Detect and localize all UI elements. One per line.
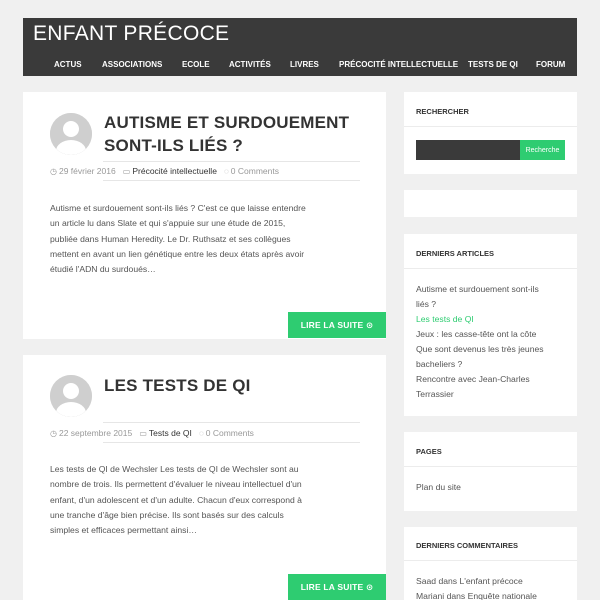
site-title[interactable]: ENFANT PRÉCOCE: [33, 22, 230, 45]
excerpt-line: une tranche d'âge bien précise. Ils sont basés sur des calculs: [50, 509, 284, 520]
recent-comment[interactable]: Saad dans L'enfant précoce: [416, 576, 523, 586]
recent-post-link[interactable]: Autisme et surdouement sont-ils: [416, 284, 539, 294]
excerpt-line: publiée dans Human Heredity. Le Dr. Ruthsatz et ses collègues: [50, 233, 291, 244]
read-more-button[interactable]: LIRE LA SUITE ⊙: [288, 312, 386, 338]
post-title[interactable]: [104, 374, 364, 397]
clock-icon: ◷: [50, 429, 57, 438]
nav-item-tests-de-qi[interactable]: TESTS DE QI: [468, 60, 518, 69]
recent-comment[interactable]: Mariani dans Enquête nationale: [416, 591, 537, 600]
recent-post-link[interactable]: Rencontre avec Jean-Charles: [416, 374, 530, 384]
avatar: [50, 113, 92, 155]
excerpt-line: simples et efficaces permettant ainsi…: [50, 525, 197, 536]
divider: [404, 466, 577, 467]
recent-posts-list: [416, 282, 571, 402]
post-category[interactable]: Précocité intellectuelle: [132, 166, 217, 176]
folder-icon: ▭: [122, 167, 131, 176]
excerpt-line: un article lu dans Slate et qui s'appuie sur une étude de 2015,: [50, 218, 286, 229]
post-comments[interactable]: 0 Comments: [205, 428, 254, 438]
comment-icon: ◌: [224, 167, 229, 176]
post-title-line[interactable]: SONT-ILS LIÉS ?: [104, 136, 244, 155]
search-input[interactable]: [416, 140, 520, 160]
divider: [404, 268, 577, 269]
search-widget: [404, 92, 577, 174]
avatar: [50, 375, 92, 417]
excerpt-line: nombre de trois. Ils permettent d'évaluer le niveau intellectuel d'un: [50, 479, 302, 490]
post-category[interactable]: Tests de QI: [148, 428, 192, 438]
post-excerpt: [50, 462, 362, 538]
widget-title: RECHERCHER: [416, 107, 469, 116]
recent-post-link[interactable]: Terrassier: [416, 389, 454, 399]
recent-post-link[interactable]: liés ?: [416, 299, 437, 309]
folder-icon: ▭: [139, 429, 147, 438]
divider: [103, 180, 360, 181]
nav-item-ecole[interactable]: ECOLE: [182, 60, 210, 69]
post-meta: [50, 428, 360, 438]
recent-comments-widget: [404, 527, 577, 600]
widget-title: DERNIERS ARTICLES: [416, 249, 495, 258]
empty-widget: [404, 190, 577, 217]
nav-item-activites[interactable]: ACTIVITÉS: [229, 60, 271, 69]
post-comments[interactable]: 0 Comments: [230, 166, 279, 176]
post-meta: [50, 166, 360, 176]
search-button[interactable]: Recherche: [520, 140, 565, 160]
post-excerpt: [50, 201, 362, 277]
recent-post-link[interactable]: Que sont devenus les très jeunes: [416, 344, 544, 354]
excerpt-line: mettent en avant un lien génétique entre les deux états après avoir: [50, 248, 305, 259]
excerpt-line: Autisme et surdouement sont-ils liés ? C'est ce que laisse entendre: [50, 203, 306, 213]
recent-post-link[interactable]: Les tests de QI: [416, 314, 474, 324]
post-title-line[interactable]: AUTISME ET SURDOUEMENT: [104, 113, 350, 132]
clock-icon: ◷: [50, 167, 57, 176]
page-link[interactable]: Plan du site: [416, 482, 461, 492]
divider: [103, 422, 360, 423]
read-more-button[interactable]: LIRE LA SUITE ⊙: [288, 574, 386, 600]
nav-item-associations[interactable]: ASSOCIATIONS: [102, 60, 163, 69]
excerpt-line: étudié l'ADN du surdoués…: [50, 264, 156, 275]
recent-posts-widget: [404, 234, 577, 416]
excerpt-line: enfant, d'un adolescent et d'un adulte. Chacun d'eux correspond à: [50, 494, 302, 505]
nav-item-forum[interactable]: FORUM: [536, 60, 566, 69]
divider: [103, 442, 360, 443]
post-title-line[interactable]: LES TESTS DE QI: [104, 376, 251, 395]
divider: [404, 126, 577, 127]
post-card: [23, 92, 386, 339]
post-date: 29 février 2016: [58, 166, 116, 176]
widget-title: DERNIERS COMMENTAIRES: [416, 541, 518, 550]
recent-post-link[interactable]: bacheliers ?: [416, 359, 463, 369]
site-header: [23, 18, 577, 76]
nav-item-livres[interactable]: LIVRES: [290, 60, 319, 69]
nav-item-precocite[interactable]: PRÉCOCITÉ INTELLECTUELLE: [339, 60, 459, 69]
recent-comments-list: [416, 574, 571, 600]
post-date: 22 septembre 2015: [58, 428, 133, 438]
widget-title: PAGES: [416, 447, 442, 456]
divider: [103, 161, 360, 162]
comment-icon: ◌: [198, 429, 204, 438]
divider: [404, 560, 577, 561]
pages-widget: [404, 432, 577, 511]
excerpt-line: Les tests de QI de Wechsler Les tests de QI de Wechsler sont au: [50, 464, 299, 474]
post-title[interactable]: [104, 111, 364, 157]
recent-post-link[interactable]: Jeux : les casse-tête ont la côte: [416, 329, 537, 339]
main-nav: [23, 52, 577, 76]
post-card: [23, 355, 386, 600]
nav-item-actus[interactable]: ACTUS: [54, 60, 82, 69]
